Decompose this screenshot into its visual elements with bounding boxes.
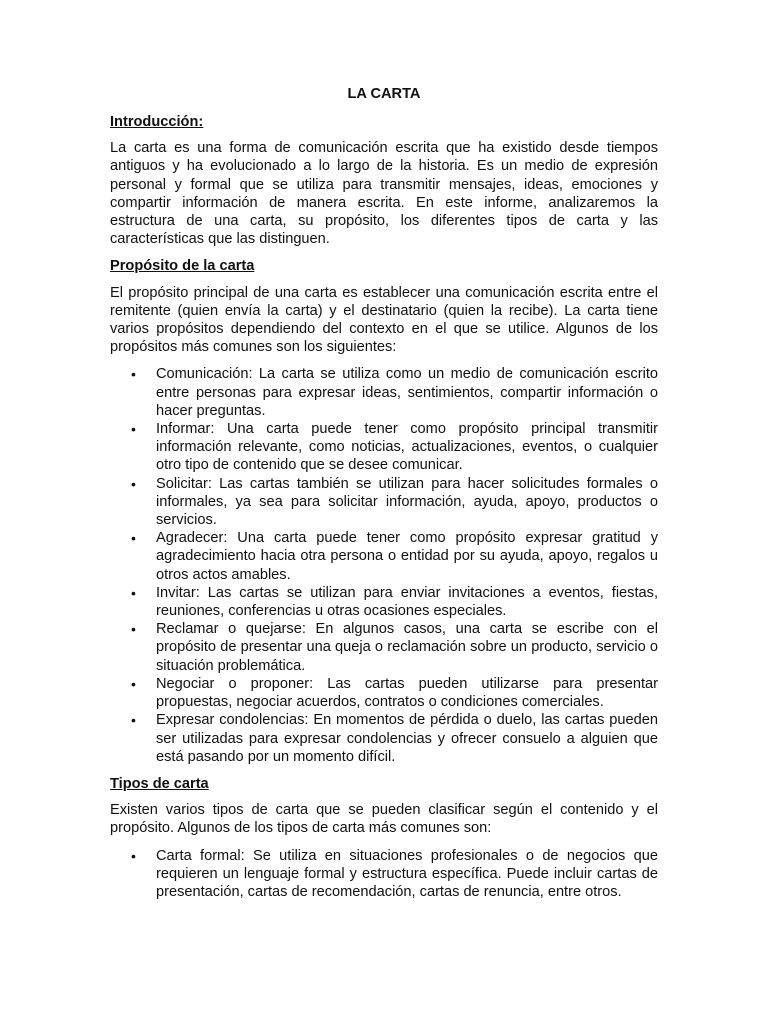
bullet-icon: •: [131, 366, 136, 383]
list-item: [110, 620, 658, 675]
list-item-text: Invitar: Las cartas se utilizan para enviar invitaciones a eventos, fiestas, reuniones, conferencias u otras ocasiones especiales.: [156, 584, 658, 620]
section-heading-introduccion: Introducción:: [110, 114, 204, 130]
bullet-icon: •: [131, 475, 136, 492]
bullet-icon: •: [131, 530, 136, 547]
list-item-text: Expresar condolencias: En momentos de pérdida o duelo, las cartas pueden ser utilizadas para expresar condolencias y ofrecer consuelo a alguien que está pasando por un momento difícil.: [156, 712, 658, 765]
bullet-icon: •: [131, 584, 136, 601]
list-item-text: Reclamar o quejarse: En algunos casos, una carta se escribe con el propósito de presentar una queja o reclamación sobre un producto, servicio o situación problemática.: [156, 621, 658, 674]
list-item-text: Negociar o proponer: Las cartas pueden utilizarse para presentar propuestas, negociar acuerdos, contratos o condiciones comerciales.: [156, 675, 658, 711]
list-item: [110, 584, 658, 620]
section-heading-proposito: Propósito de la carta: [110, 258, 255, 275]
list-item: [110, 529, 658, 584]
bullet-list-propositos: [110, 365, 658, 765]
document-title: LA CARTA: [347, 86, 421, 102]
list-item: [110, 420, 658, 475]
list-item-text: Comunicación: La carta se utiliza como un medio de comunicación escrito entre personas para expresar ideas, sentimientos, compartir información o hacer preguntas.: [156, 366, 658, 419]
list-item-text: Solicitar: Las cartas también se utilizan para hacer solicitudes formales o informales, ya sea para solicitar información, ayuda, apoyo, productos o servicios.: [156, 475, 658, 529]
list-item-text: Carta formal: Se utiliza en situaciones profesionales o de negocios que requieren un lenguaje formal y estructura específica. Puede incluir cartas de presentación, cartas de recomendación, cartas de renuncia, entre otros.: [156, 847, 658, 900]
bullet-icon: •: [131, 421, 136, 438]
paragraph-proposito: El propósito principal de una carta es establecer una comunicación escrita entre el remitente (quien envía la carta) y el destinatario (quien la recibe). La carta tiene varios propósitos dependiendo del contexto en el que se utilice. Algunos de los propósitos más comunes son los siguientes:: [110, 284, 658, 356]
bullet-icon: •: [131, 675, 136, 692]
list-item: [110, 847, 658, 902]
bullet-list-tipos: [110, 847, 658, 902]
list-item: [110, 365, 658, 420]
paragraph-tipos: Existen varios tipos de carta que se pueden clasificar según el contenido y el propósito. Algunos de los tipos de carta más comunes son:: [110, 802, 658, 837]
bullet-icon: •: [131, 847, 136, 864]
list-item: [110, 475, 658, 530]
list-item-text: Agradecer: Una carta puede tener como propósito expresar gratitud y agradecimiento hacia otra persona o entidad por su ayuda, apoyo, regalos u otros actos amables.: [156, 530, 658, 583]
document-page: [110, 84, 658, 910]
list-item: [110, 711, 658, 766]
list-item: [110, 675, 658, 711]
section-heading-tipos: Tipos de carta: [110, 775, 209, 792]
bullet-icon: •: [131, 712, 136, 729]
paragraph-introduccion: La carta es una forma de comunicación escrita que ha existido desde tiempos antiguos y ha evolucionado a lo largo de la historia. Es un medio de expresión personal y formal que se utiliza para transmitir mensajes, ideas, emociones y compartir información de manera escrita. En este informe, analizaremos la estructura de una carta, su propósito, los diferentes tipos de carta y las características que las distinguen.: [110, 140, 658, 248]
list-item-text: Informar: Una carta puede tener como propósito principal transmitir información relevante, como noticias, actualizaciones, eventos, o cualquier otro tipo de contenido que se desee comunicar.: [156, 421, 658, 474]
bullet-icon: •: [131, 621, 136, 638]
